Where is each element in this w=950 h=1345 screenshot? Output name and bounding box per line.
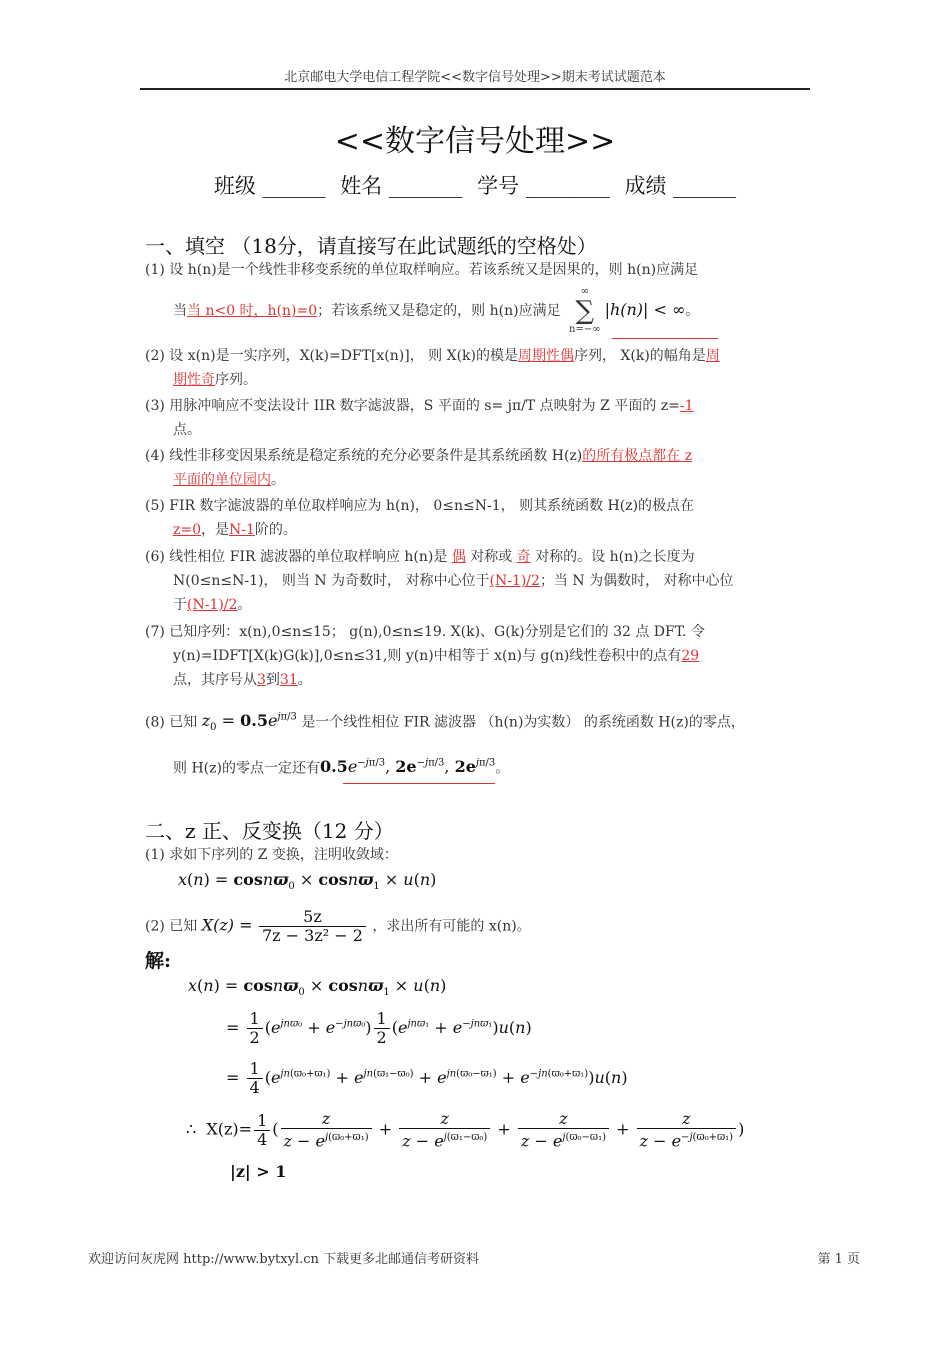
q6-answer-1: 偶	[451, 549, 466, 565]
s2-q2-lhs: X(z) =	[201, 915, 253, 935]
q2-text: (2) 设 x(n)是一实序列，X(k)=DFT[x(n)]， 则 X(k)的模是	[145, 348, 518, 364]
q7-answer-1: 29	[681, 648, 700, 664]
q5-answer-2: N-1	[229, 522, 255, 538]
question-7	[145, 620, 805, 692]
q4-end: 。	[271, 472, 285, 488]
q8-z0-expr: $z_0 = 0.5e^{j\pi/3}$	[201, 711, 297, 734]
s2-q2-text: (2) 已知	[145, 918, 198, 935]
solution-eq-1: x(n) = cosnϖ$_0$ × cosnϖ$_1$ × u(n)	[188, 976, 447, 999]
q2-answer-2b: 期性奇	[173, 372, 215, 388]
q7-answer-3: 31	[279, 672, 298, 688]
s2-q2-text-b: ，求出所有可能的 x(n)。	[372, 918, 531, 935]
q7-end: 。	[297, 672, 312, 688]
solution-eq-3: = $\frac{1}{4}$ $(e^{jn(ϖ_0+ϖ_1)} + e^{jn(ϖ_1-ϖ_0)} + e^{jn(ϖ_0-ϖ_1)} + e^{-jn(ϖ_0+ϖ_1)})u(n)$	[226, 1059, 628, 1097]
q2-answer-2a: 周	[705, 348, 720, 364]
q6-answer-2: 奇	[516, 549, 531, 565]
s2-q1-equation: x(n) = cosnϖ$_0$ × cosnϖ$_1$ × u(n)	[178, 870, 437, 893]
q5-text: (5) FIR 数字滤波器的单位取样响应为 h(n)， 0≤n≤N-1， 则其系统函数 H(z)的极点在	[145, 498, 695, 514]
q1-prefix: 当	[173, 303, 187, 319]
q5-answer-1: z=0	[173, 522, 202, 538]
section-2-title: 二、z 正、反变换（12 分）	[145, 819, 394, 843]
q8-answer-underline	[343, 783, 495, 784]
header-rule	[140, 88, 810, 90]
q2-text-b: 序列， X(k)的幅角是	[573, 348, 706, 364]
s2-question-1: (1) 求如下序列的 Z 变换，注明收敛域：	[145, 847, 398, 863]
page-header: 北京邮电大学电信工程学院<<数字信号处理>>期末考试试题范本	[284, 70, 666, 85]
question-8-line2	[145, 752, 805, 780]
q2-answer-1: 周期性偶	[517, 348, 574, 364]
q1-answer-2-underline	[612, 338, 718, 339]
section-1-title: 一、填空 （18分，请直接写在此试题纸的空格处）	[145, 234, 597, 258]
q8-text-b: 是一个线性相位 FIR 滤波器 （h(n)为实数） 的系统函数 H(z)的零点，	[301, 714, 745, 731]
q6-text-d: N(0≤n≤N-1)， 则当 N 为奇数时， 对称中心位于	[173, 573, 490, 589]
q1-mid: ；若该系统又是稳定的，则 h(n)应满足	[317, 303, 561, 319]
question-1	[145, 258, 805, 282]
s2-question-2	[145, 908, 805, 945]
document-title: <<数字信号处理>>	[334, 124, 616, 159]
q1-end: 。	[685, 303, 700, 319]
q6-answer-3: (N-1)/2	[489, 573, 540, 589]
solution-eq-5: |z| > 1	[230, 1162, 287, 1181]
q7-text-d: 到	[265, 672, 280, 688]
page-number: 第 1 页	[817, 1252, 860, 1267]
question-4	[145, 444, 805, 492]
q6-text-b: 对称或	[470, 549, 513, 565]
student-info-line	[0, 170, 950, 200]
summation-symbol	[569, 286, 601, 336]
question-3	[145, 394, 805, 442]
q5-text-b: ，是	[201, 522, 230, 538]
q2-end: 序列。	[215, 372, 257, 388]
question-8	[145, 706, 805, 741]
question-6	[145, 545, 805, 617]
q7-text-c: 点，其序号从	[173, 672, 257, 688]
id-field: 学号 ________	[477, 174, 610, 198]
solution-eq-2: = $\frac{1}{2}$ $(e^{jnϖ_0} + e^{-jnϖ_0})$ $\frac{1}{2}$ $(e^{jnϖ_1} + e^{-jnϖ_1})u(n)$	[226, 1009, 532, 1047]
s2-q2-numerator: 5z	[259, 908, 366, 927]
class-field: 班级 ______	[213, 174, 326, 198]
q7-text: (7) 已知序列：x(n),0≤n≤15； g(n),0≤n≤19. X(k)、G(k)分别是它们的 32 点 DFT. 令	[145, 624, 705, 640]
q6-answer-4: (N-1)/2	[187, 597, 238, 613]
q1-line1: (1) 设 h(n)是一个线性非移变系统的单位取样响应。若该系统又是因果的，则 h(n)应满足	[145, 262, 699, 278]
solution-eq-4: ∴ X(z)= $\frac{1}{4}$ ( $\frac{z}{z - e^{j(ϖ_0+ϖ_1)}}$ + $\frac{z}{z - e^{j(ϖ_1-ϖ_0)}}$ + $\frac{z}{z - e^{j(ϖ_0-ϖ_1)}}$ + $\frac{z}{z - e^{-j(ϖ_0+ϖ_1)}}$ )	[186, 1109, 745, 1151]
q6-text-f: 于	[173, 597, 187, 613]
q4-answer-2: 平面的单位园内	[173, 472, 271, 488]
name-field: 姓名 _______	[340, 174, 463, 198]
q3-text: (3) 用脉冲响应不变法设计 IIR 数字滤波器，S 平面的 s= jπ/T 点映射为 Z 平面的 z=	[145, 398, 680, 414]
question-2	[145, 344, 805, 392]
q8-text: (8) 已知	[145, 714, 198, 731]
sum-lower: n=−∞	[569, 324, 601, 335]
q1-answer-1: 当 n<0 时，h(n)=0	[187, 303, 318, 319]
sigma-glyph: ∑	[575, 296, 595, 326]
footer-left: 欢迎访问灰虎网 http://www.bytxyl.cn 下载更多北邮通信考研资料	[88, 1252, 480, 1267]
q8-answer: $0.5e^{-j\pi/3}$, $2e^{-j\pi/3}$, $2e^{j\pi/3}$	[319, 757, 496, 777]
q8-end: 。	[495, 760, 510, 777]
q7-text-b: y(n)=IDFT[X(k)G(k)],0≤n≤31,则 y(n)中相等于 x(n)与 g(n)线性卷积中的点有	[173, 648, 682, 664]
question-5	[145, 494, 805, 542]
q6-text-e: ；当 N 为偶数时， 对称中心位	[539, 573, 734, 589]
score-field: 成绩 ______	[624, 174, 737, 198]
q1-answer-2: |h(n)| < ∞	[604, 300, 686, 319]
solution-label: 解:	[145, 950, 172, 972]
q4-text: (4) 线性非移变因果系统是稳定系统的充分必要条件是其系统函数 H(z)	[145, 448, 583, 464]
q3-end: 点。	[173, 422, 201, 438]
q5-end: 阶的。	[254, 522, 297, 538]
q6-text-c: 对称的。设 h(n)之长度为	[535, 549, 695, 565]
s2-q2-fraction	[259, 908, 366, 945]
s2-q2-denominator: 7z − 3z² − 2	[261, 926, 363, 945]
sum-upper: ∞	[580, 286, 589, 297]
question-1-line2	[145, 286, 805, 336]
q6-end: 。	[237, 597, 252, 613]
q7-answer-2: 3	[257, 672, 266, 688]
q4-answer-1: 的所有极点都在 z	[582, 448, 693, 464]
q8-text-c: 则 H(z)的零点一定还有	[173, 760, 320, 777]
q6-text: (6) 线性相位 FIR 滤波器的单位取样响应 h(n)是	[145, 549, 448, 565]
q3-answer: -1	[679, 398, 694, 414]
